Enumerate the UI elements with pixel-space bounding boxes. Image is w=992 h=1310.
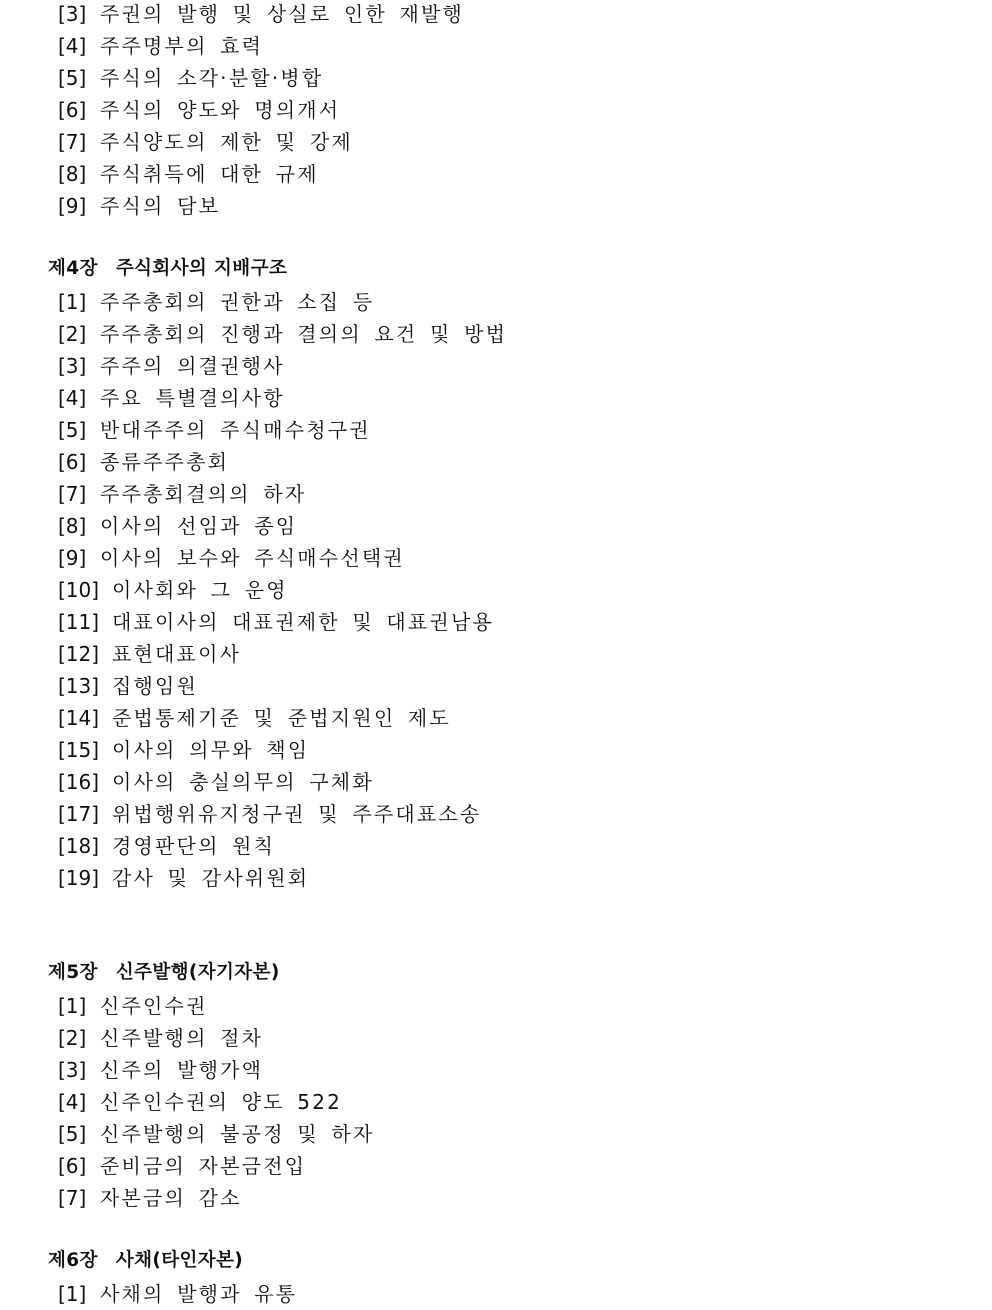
item-text: 반대주주의 주식매수청구권 xyxy=(100,418,371,442)
item-number: [18] xyxy=(58,834,100,858)
item-number: [3] xyxy=(58,354,87,378)
item-number: [1] xyxy=(58,290,87,314)
item-number: [16] xyxy=(58,770,100,794)
item-text: 신주발행의 절차 xyxy=(100,1026,264,1050)
item-number: [12] xyxy=(58,642,100,666)
item-text: 주식의 양도와 명의개서 xyxy=(100,98,341,122)
item-number: [5] xyxy=(58,1122,87,1146)
chapter-number: 제5장 xyxy=(48,962,98,983)
item-text: 준비금의 자본금전입 xyxy=(100,1154,307,1178)
item-text: 대표이사의 대표권제한 및 대표권남용 xyxy=(112,610,494,634)
item-text: 이사의 의무와 책임 xyxy=(112,738,310,762)
item-text: 주식의 담보 xyxy=(100,194,221,218)
chapter-number: 제6장 xyxy=(48,1250,98,1271)
item-number: [1] xyxy=(58,1282,87,1306)
item-text: 주식의 소각·분할·병합 xyxy=(100,66,324,90)
item-text: 경영판단의 원칙 xyxy=(112,834,276,858)
item-number: [2] xyxy=(58,322,87,346)
item-text: 이사의 충실의무의 구체화 xyxy=(112,770,374,794)
item-text: 신주의 발행가액 xyxy=(100,1058,264,1082)
item-text: 이사의 선임과 종임 xyxy=(100,514,298,538)
item-text: 신주인수권 xyxy=(100,994,208,1018)
chapter-heading xyxy=(48,957,280,989)
item-number: [5] xyxy=(58,418,87,442)
item-number: [19] xyxy=(58,866,100,890)
item-text: 주주총회의 권한과 소집 등 xyxy=(100,290,375,314)
item-number: [4] xyxy=(58,34,87,58)
item-number: [14] xyxy=(58,706,100,730)
item-text: 이사의 보수와 주식매수선택권 xyxy=(100,546,405,570)
chapter-heading xyxy=(48,253,287,285)
item-number: [7] xyxy=(58,1186,87,1210)
item-number: [17] xyxy=(58,802,100,826)
chapter-title: 사채(타인자본) xyxy=(115,1250,244,1271)
chapter-title: 신주발행(자기자본) xyxy=(115,962,280,983)
item-number: [8] xyxy=(58,162,87,186)
item-text: 주주총회결의의 하자 xyxy=(100,482,307,506)
item-number: [3] xyxy=(58,2,87,26)
item-number: [6] xyxy=(58,1154,87,1178)
item-text: 주요 특별결의사항 xyxy=(100,386,285,410)
chapter-title: 주식회사의 지배구조 xyxy=(115,258,288,279)
item-text: 표현대표이사 xyxy=(112,642,242,666)
item-text: 주주총회의 진행과 결의의 요건 및 방법 xyxy=(100,322,508,346)
item-text: 이사회와 그 운영 xyxy=(112,578,288,602)
item-text: 주식취득에 대한 규제 xyxy=(100,162,319,186)
item-text: 주주명부의 효력 xyxy=(100,34,264,58)
item-number: [6] xyxy=(58,450,87,474)
item-text: 사채의 발행과 유통 xyxy=(100,1282,298,1306)
chapter-number: 제4장 xyxy=(48,258,98,279)
item-text: 주주의 의결권행사 xyxy=(100,354,285,378)
item-number: [7] xyxy=(58,482,87,506)
item-text: 종류주주총회 xyxy=(100,450,230,474)
item-number: [7] xyxy=(58,130,87,154)
item-number: [8] xyxy=(58,514,87,538)
chapter-heading xyxy=(48,1245,243,1277)
item-text: 주권의 발행 및 상실로 인한 재발행 xyxy=(100,2,465,26)
item-text: 준법통제기준 및 준법지원인 제도 xyxy=(112,706,451,730)
item-text: 자본금의 감소 xyxy=(100,1186,242,1210)
item-number: [1] xyxy=(58,994,87,1018)
item-number: [15] xyxy=(58,738,100,762)
item-number: [4] xyxy=(58,1090,87,1114)
item-number: [10] xyxy=(58,578,100,602)
item-number: [3] xyxy=(58,1058,87,1082)
item-text: 주식양도의 제한 및 강제 xyxy=(100,130,353,154)
item-text: 감사 및 감사위원회 xyxy=(112,866,310,890)
item-number: [9] xyxy=(58,546,87,570)
item-number: [2] xyxy=(58,1026,87,1050)
item-text: 신주발행의 불공정 및 하자 xyxy=(100,1122,375,1146)
item-number: [13] xyxy=(58,674,100,698)
item-number: [6] xyxy=(58,98,87,122)
item-number: [5] xyxy=(58,66,87,90)
item-number: [9] xyxy=(58,194,87,218)
item-number: [11] xyxy=(58,610,100,634)
item-number: [4] xyxy=(58,386,87,410)
item-text: 위법행위유지청구권 및 주주대표소송 xyxy=(112,802,482,826)
item-text: 집행임원 xyxy=(112,674,199,698)
item-text: 신주인수권의 양도 522 xyxy=(100,1090,343,1114)
